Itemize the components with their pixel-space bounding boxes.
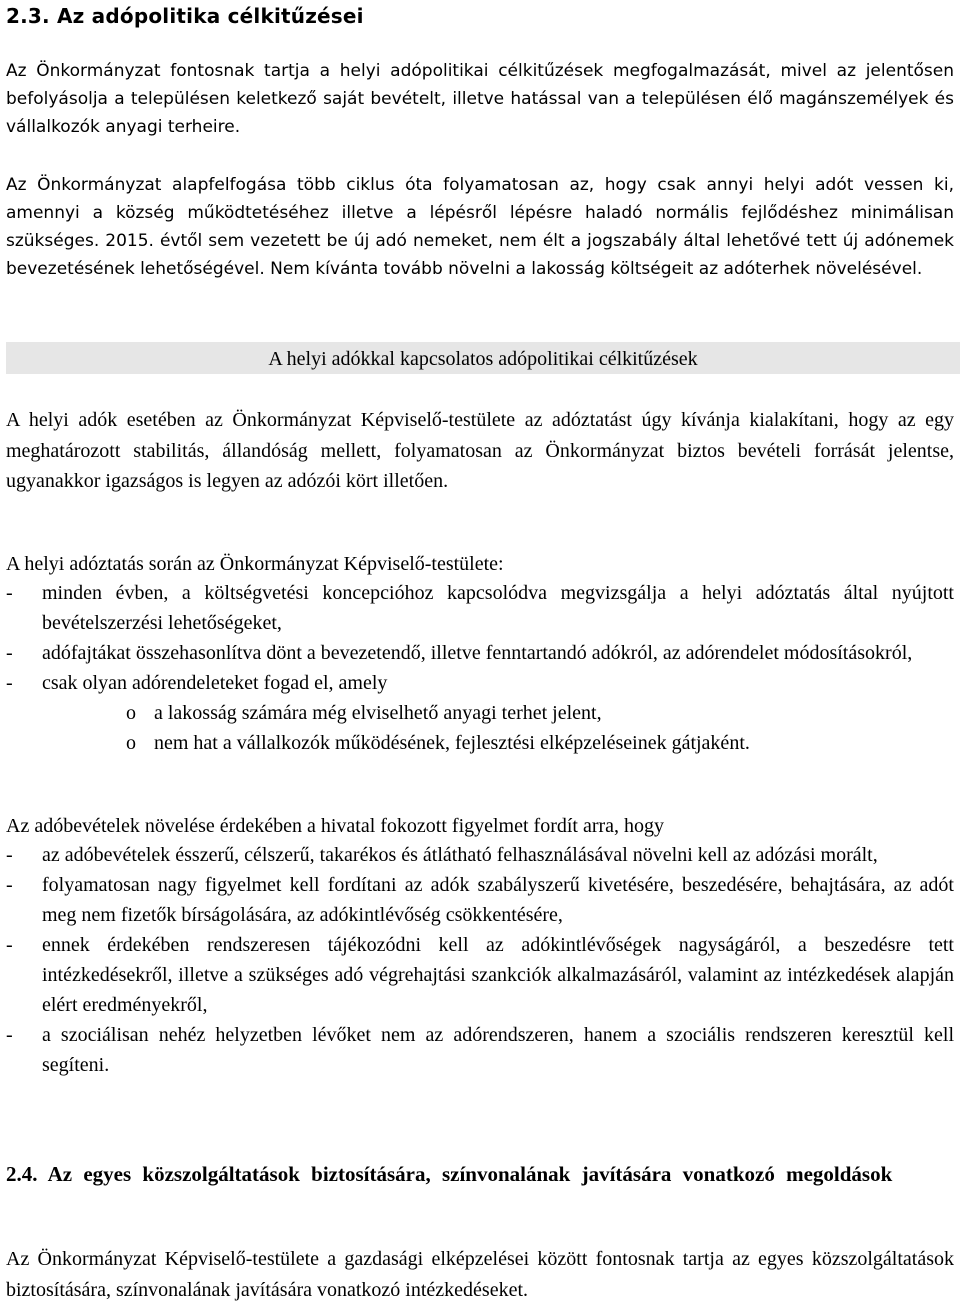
dash-marker: - [6,844,13,866]
list-item-text: folyamatosan nagy figyelmet kell fordítani az adók szabályszerű kivetésére, beszedésére, behajtására, az adót meg nem fizetők bírságolására, az adókintlévőség csökkentésére, [42,874,954,926]
services-paragraph: Az Önkormányzat Képviselő-testülete a gazdasági elképzelései között fontosnak tartja az egyes közszolgáltatások biztosítására, színvonalának javítására vonatkozó intézkedéseket. [6,1248,954,1301]
tax-aim-paragraph: A helyi adók esetében az Önkormányzat Képviselő-testülete az adóztatást úgy kívánja kialakítani, hogy az egy meghatározott stabilitás, állandóság mellett, folyamatosan az Önkormányzat biztos bevételi forrását jelentse, ugyanakkor igazságos is legyen az adózói kört illetően. [6,409,954,492]
list-item [6,638,954,668]
list-item-text: minden évben, a költségvetési koncepcióhoz kapcsolódva megvizsgálja a helyi adóztatás által nyújtott bevételszerzési lehetőségeket, [42,582,954,634]
list-item-text: az adóbevételek ésszerű, célszerű, takarékos és átlátható felhasználásával növelni kell az adózási morált, [42,844,878,866]
list-item [6,870,954,930]
dash-marker: - [6,874,13,896]
revenue-intro: Az adóbevételek növelése érdekében a hivatal fokozott figyelmet fordít arra, hogy [6,815,665,837]
dash-marker: - [6,934,13,956]
stance-paragraph: Az Önkormányzat alapfelfogása több ciklus óta folyamatosan az, hogy csak annyi helyi adót vessen ki, amennyi a község működtetéséhez illetve a lépésről lépésre haladó normális fejlődéshez minimálisan szükséges. 2015. évtől sem vezetett be új adó nemeket, nem élt a jogszabály által lehetővé tett új adónemek bevezetésének lehetőségével. Nem kívánta tovább növelni a lakosság költségeit az adóterhek növelésével. [6,175,954,279]
sublist-item [6,728,954,758]
list-item-text: a szociálisan nehéz helyzetben lévőket nem az adórendszeren, hanem a szociális rendszeren keresztül kell segíteni. [42,1024,954,1076]
list-item [6,578,954,638]
sublist-item [6,698,954,728]
circle-bullet: o [126,702,136,724]
list-item [6,840,954,870]
section-heading-2-3: 2.3. Az adópolitika célkitűzései [6,4,364,28]
sublist-container [6,698,954,758]
subsection-banner: A helyi adókkal kapcsolatos adópolitikai célkitűzések [6,342,960,374]
dash-marker: - [6,582,13,604]
dash-marker: - [6,1024,13,1046]
circle-bullet: o [126,732,136,754]
list-item-text: ennek érdekében rendszeresen tájékozódni kell az adókintlévőségek nagyságáról, a beszedésre tett intézkedésekről, illetve a szükséges adó végrehajtási szankciók alkalmazásáról, valamint az intézkedések alapján elért eredményekről, [42,934,954,1016]
section-heading-2-4: 2.4. Az egyes közszolgáltatások biztosítására, színvonalának javítására vonatkozó megoldások [6,1162,893,1186]
tax-process-list [6,578,954,758]
list-item [6,930,954,1020]
revenue-list [6,840,954,1080]
tax-process-sublist [6,698,954,758]
list-item-text: adófajtákat összehasonlítva dönt a bevezetendő, illetve fenntartandó adókról, az adórendelet módosításokról, [42,642,913,664]
list-item [6,1020,954,1080]
list-item [6,668,954,698]
tax-process-intro: A helyi adóztatás során az Önkormányzat Képviselő-testülete: [6,553,504,575]
intro-paragraph: Az Önkormányzat fontosnak tartja a helyi adópolitikai célkitűzések megfogalmazását, mivel az jelentősen befolyásolja a településen keletkező saját bevételt, illetve hatással van a településen élő magánszemélyek és vállalkozók anyagi terheire. [6,61,954,137]
dash-marker: - [6,642,13,664]
sublist-item-text: nem hat a vállalkozók működésének, fejlesztési elképzeléseinek gátjaként. [154,732,750,754]
sublist-item-text: a lakosság számára még elviselhető anyagi terhet jelent, [154,702,602,724]
list-item-text: csak olyan adórendeleteket fogad el, amely [42,672,388,694]
dash-marker: - [6,672,13,694]
